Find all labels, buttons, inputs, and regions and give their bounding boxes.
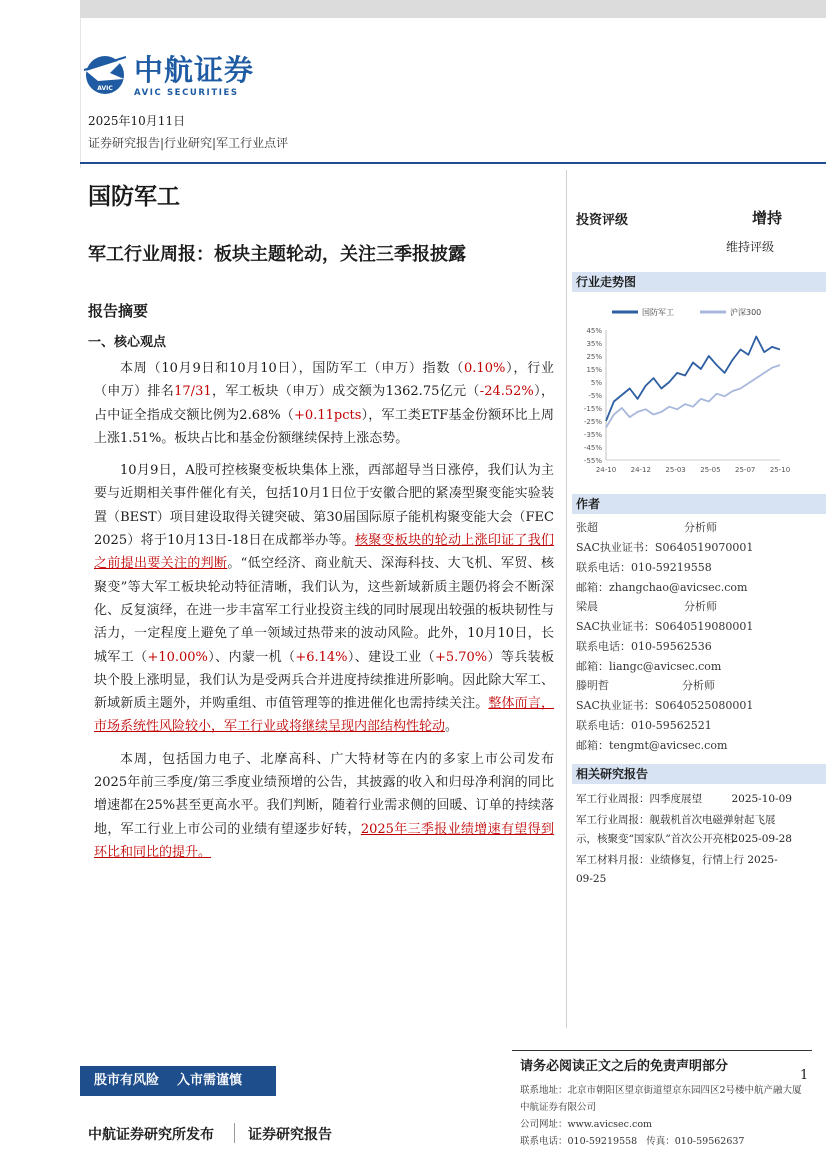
legend-label: 沪深300 xyxy=(730,308,762,317)
related-report-3[interactable]: 军工材料月报：业绩修复，行情上行 2025-09-25 xyxy=(576,854,778,885)
phone-number: 010-59562536 xyxy=(631,640,712,653)
sac-label: SAC执业证书： xyxy=(576,699,655,712)
risk-banner: 股市有风险 入市需谨慎 xyxy=(80,1066,276,1096)
avic-emblem-icon xyxy=(80,48,130,98)
logo-en: AVIC SECURITIES xyxy=(134,88,239,98)
analyst-name: 张超 xyxy=(576,521,598,534)
mail-label: 邮箱： xyxy=(576,581,609,594)
analyst-role: 分析师 xyxy=(682,679,715,692)
phone-number: 010-59219558 xyxy=(631,561,712,574)
report-title: 军工行业周报：板块主题轮动，关注三季报披露 xyxy=(88,244,466,265)
report-body xyxy=(94,357,554,873)
x-tick-label: 25-10 xyxy=(769,466,791,474)
analyst-name: 滕明哲 xyxy=(576,679,609,692)
series-line-沪深300 xyxy=(606,365,780,427)
analyst-block-2 xyxy=(576,597,753,677)
y-tick-label: -35% xyxy=(583,431,602,439)
analyst-role: 分析师 xyxy=(684,600,717,613)
company-logo xyxy=(80,48,254,98)
logo-cn: 中航证券 xyxy=(134,53,255,87)
related-report-2[interactable]: 军工行业周报：舰载机首次电磁弹射起飞展示，核聚变“国家队”首次公开亮相 2025-09-28 xyxy=(576,814,792,845)
rating-label: 投资评级 xyxy=(576,213,629,228)
analyst-name: 梁晨 xyxy=(576,600,598,613)
summary-heading: 报告摘要 xyxy=(88,302,149,320)
website-line[interactable]: 公司网址：www.avicsec.com xyxy=(520,1119,653,1130)
trend-chart-svg xyxy=(572,298,826,482)
authors-heading: 作者 xyxy=(572,494,826,514)
y-tick-label: 45% xyxy=(586,327,602,335)
x-tick-label: 24-10 xyxy=(595,466,617,474)
phone-label: 联系电话： xyxy=(576,561,631,574)
analyst-role: 分析师 xyxy=(684,521,717,534)
y-tick-label: -15% xyxy=(583,405,602,413)
analyst-block-1 xyxy=(576,518,753,598)
related-heading: 相关研究报告 xyxy=(572,764,826,784)
header-strip xyxy=(80,0,826,18)
analyst-block-3 xyxy=(576,676,753,756)
publisher: 中航证券研究所发布 xyxy=(88,1127,214,1143)
column-divider xyxy=(566,170,567,1028)
phone-number: 010-59562521 xyxy=(631,719,712,732)
y-tick-label: -55% xyxy=(583,457,602,465)
sac-number: S0640525080001 xyxy=(654,699,754,712)
emblem-text: AVIC xyxy=(97,85,113,92)
x-tick-label: 25-03 xyxy=(665,466,686,474)
publisher-separator xyxy=(234,1123,235,1143)
disclaimer: 请务必阅读正文之后的免责声明部分 xyxy=(520,1059,729,1074)
phone-fax-line: 联系电话：010-59219558 传真：010-59562637 xyxy=(520,1136,745,1147)
paragraph-1: 本周（10月9日和10月10日），国防军工（申万）指数（0.10%），行业（申万）排名17/31，军工板块（申万）成交额为1362.75亿元（-24.52%），占中证全指成交额比例为2.68%（+0.11pcts），军工类ETF基金份额环比上周上涨1.51%。板块占比和基金份额继续保持上涨态势。 xyxy=(94,361,554,446)
email-link[interactable]: liangc@avicsec.com xyxy=(609,660,722,673)
page-number: 1 xyxy=(800,1068,809,1083)
y-tick-label: -25% xyxy=(583,418,602,426)
x-tick-label: 25-07 xyxy=(735,466,756,474)
sector-title: 国防军工 xyxy=(88,184,180,210)
x-tick-label: 25-05 xyxy=(700,466,721,474)
contact-info xyxy=(520,1082,810,1150)
trend-heading: 行业走势图 xyxy=(572,272,826,292)
footer-divider xyxy=(512,1050,812,1051)
x-tick-label: 24-12 xyxy=(630,466,651,474)
address-line: 联系地址：北京市朝阳区望京街道望京东园四区2号楼中航产融大厦中航证券有限公司 xyxy=(520,1085,802,1113)
sac-number: S0640519080001 xyxy=(654,620,754,633)
phone-label: 联系电话： xyxy=(576,719,631,732)
email-link[interactable]: tengmt@avicsec.com xyxy=(609,739,728,752)
y-tick-label: 25% xyxy=(586,353,602,361)
related-report-1[interactable]: 军工行业周报：四季度展望 2025-10-09 xyxy=(576,793,792,805)
rating-sub: 维持评级 xyxy=(726,240,775,254)
rating-value: 增持 xyxy=(752,209,783,227)
report-type: 证券研究报告|行业研究|军工行业点评 xyxy=(88,136,289,150)
email-link[interactable]: zhangchao@avicsec.com xyxy=(609,581,748,594)
section-heading: 一、核心观点 xyxy=(88,335,167,350)
y-tick-label: 5% xyxy=(590,379,602,387)
trend-chart xyxy=(572,298,826,482)
report-kind: 证券研究报告 xyxy=(248,1127,332,1143)
mail-label: 邮箱： xyxy=(576,739,609,752)
y-tick-label: 15% xyxy=(586,366,602,374)
related-reports xyxy=(576,790,792,889)
y-tick-label: 35% xyxy=(586,340,602,348)
header-divider xyxy=(80,162,826,164)
y-tick-label: -5% xyxy=(588,392,602,400)
report-date: 2025年10月11日 xyxy=(88,114,186,128)
mail-label: 邮箱： xyxy=(576,660,609,673)
paragraph-2: 10月9日，A股可控核聚变板块集体上涨，西部超导当日涨停，我们认为主要与近期相关事件催化有关，包括10月1日位于安徽合肥的紧凑型聚变能实验装置（BEST）项目建设取得关键突破、第30届国际原子能机构聚变能大会（FEC 2025）将于10月13日-18日在成都举办等。核聚变板块的轮动上涨印证了我们之前提出要关注的判断。“低空经济、商业航天、深海科技、大飞机、军贸、核聚变”等大军工板块轮动特征清晰，我们认为，这些新域新质主题仍将会不断深化、反复演绎，在进一步丰富军工行业投资主线的同时展现出较强的板块韧性与活力，一定程度上避免了单一领域过热带来的波动风险。此外，10月10日，长城军工（+10.00%）、内蒙一机（+6.14%）、建设工业（+5.70%）等兵装板块个股上涨明显，我们认为是受两兵合并进度持续推进所影响。因此除大军工、新域新质主题外，并购重组、市值管理等的推进催化也需持续关注。整体而言，市场系统性风险较小，军工行业或将继续呈现内部结构性轮动。 xyxy=(94,463,554,735)
legend-label: 国防军工 xyxy=(642,308,674,317)
y-tick-label: -45% xyxy=(583,444,602,452)
sac-label: SAC执业证书： xyxy=(576,620,655,633)
sac-number: S0640519070001 xyxy=(654,541,754,554)
sac-label: SAC执业证书： xyxy=(576,541,655,554)
paragraph-3: 本周，包括国力电子、北摩高科、广大特材等在内的多家上市公司发布2025年前三季度/第三季度业绩预增的公告，其披露的收入和归母净利润的同比增速都在25%甚至更高水平。我们判断，随着行业需求侧的回暖、订单的持续落地，军工行业上市公司的业绩有望逐步好转，2025年三季报业绩增速有望得到环比和同比的提升。 xyxy=(94,751,554,860)
phone-label: 联系电话： xyxy=(576,640,631,653)
